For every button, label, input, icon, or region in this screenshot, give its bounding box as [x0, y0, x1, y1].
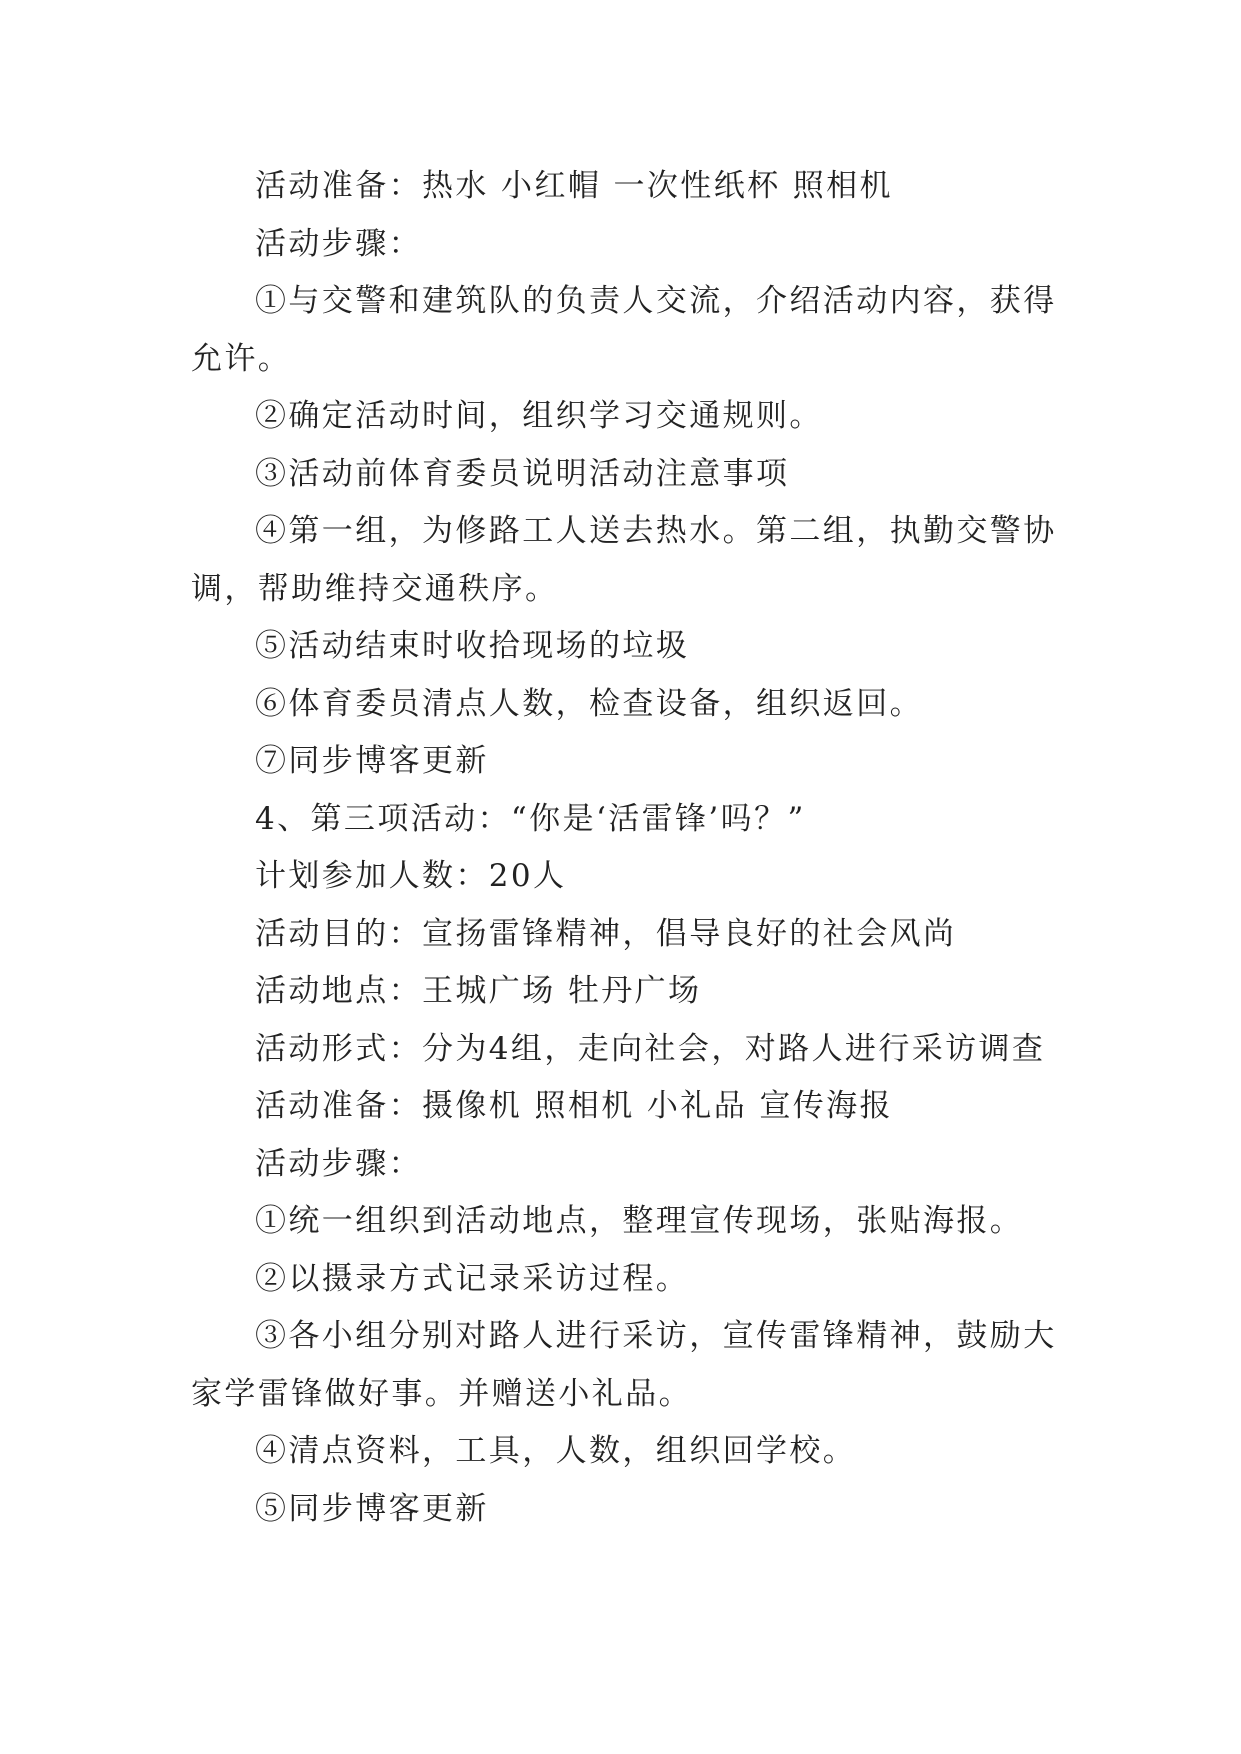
- paragraph-step-b5: ⑤同步博客更新: [255, 1490, 489, 1527]
- paragraph-purpose: 活动目的：宣扬雷锋精神，倡导良好的社会风尚: [255, 915, 957, 952]
- paragraph-steps-heading-2: 活动步骤：: [255, 1145, 422, 1182]
- paragraph-step-6: ⑥体育委员清点人数，检查设备，组织返回。: [255, 685, 923, 722]
- paragraph-steps-heading-1: 活动步骤：: [255, 225, 422, 262]
- paragraph-step-7: ⑦同步博客更新: [255, 743, 489, 779]
- paragraph-format: 活动形式：分为4组，走向社会，对路人进行采访调查: [255, 1030, 1046, 1067]
- paragraph-preparation-1: 活动准备：热水 小红帽 一次性纸杯 照相机: [255, 168, 893, 204]
- paragraph-step-5: ⑤活动结束时收拾现场的垃圾: [255, 628, 690, 664]
- paragraph-step-b4: ④清点资料，工具，人数，组织回学校。: [255, 1433, 857, 1469]
- paragraph-participants: 计划参加人数：20人: [255, 858, 567, 894]
- paragraph-step-3: ③活动前体育委员说明活动注意事项: [255, 455, 790, 492]
- paragraph-preparation-2: 活动准备：摄像机 照相机 小礼品 宣传海报: [255, 1088, 893, 1124]
- paragraph-step-b3: ③各小组分别对路人进行采访，宣传雷锋精神，鼓励大家学雷锋做好事。并赠送小礼品。: [191, 1318, 1057, 1412]
- paragraph-step-2: ②确定活动时间，组织学习交通规则。: [255, 398, 823, 434]
- paragraph-step-b1: ①统一组织到活动地点，整理宣传现场，张贴海报。: [255, 1203, 1024, 1239]
- paragraph-step-4: ④第一组，为修路工人送去热水。第二组，执勤交警协调，帮助维持交通秩序。: [191, 513, 1057, 607]
- document-body: [191, 158, 1061, 1538]
- paragraph-step-1: ①与交警和建筑队的负责人交流，介绍活动内容，获得允许。: [191, 283, 1057, 377]
- paragraph-activity-3-title: 4、第三项活动：“你是‘活雷锋’吗？”: [255, 800, 806, 837]
- paragraph-location: 活动地点：王城广场 牡丹广场: [255, 973, 702, 1009]
- paragraph-step-b2: ②以摄录方式记录采访过程。: [255, 1260, 690, 1297]
